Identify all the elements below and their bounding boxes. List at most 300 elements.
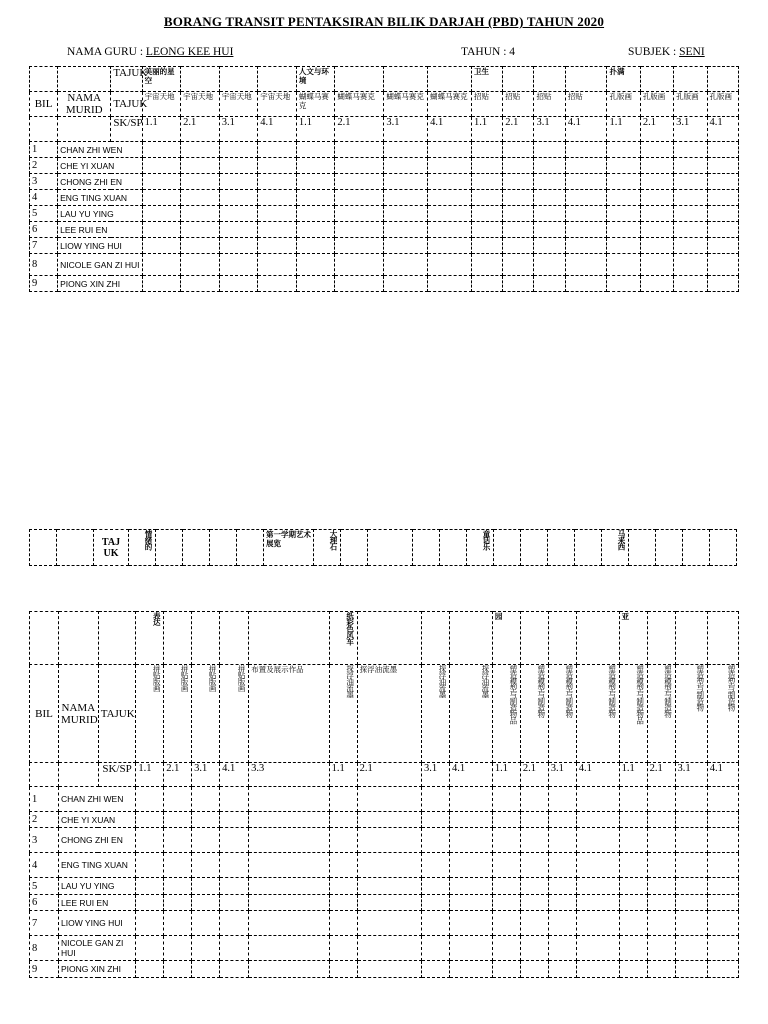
score-cell[interactable] xyxy=(520,787,548,812)
score-cell[interactable] xyxy=(619,961,647,978)
score-cell[interactable] xyxy=(707,254,738,276)
score-cell[interactable] xyxy=(136,812,164,828)
score-cell[interactable] xyxy=(335,158,384,174)
score-cell[interactable] xyxy=(674,158,707,174)
score-cell[interactable] xyxy=(384,238,428,254)
score-cell[interactable] xyxy=(422,828,450,853)
score-cell[interactable] xyxy=(576,828,619,853)
score-cell[interactable] xyxy=(503,254,534,276)
score-cell[interactable] xyxy=(220,828,249,853)
score-cell[interactable] xyxy=(181,238,220,254)
score-cell[interactable] xyxy=(335,174,384,190)
score-cell[interactable] xyxy=(707,190,738,206)
score-cell[interactable] xyxy=(607,206,640,222)
score-cell[interactable] xyxy=(220,853,249,878)
score-cell[interactable] xyxy=(707,276,738,292)
score-cell[interactable] xyxy=(449,787,492,812)
score-cell[interactable] xyxy=(422,787,450,812)
score-cell[interactable] xyxy=(503,222,534,238)
bil-cell: 9 xyxy=(30,276,58,292)
score-cell[interactable] xyxy=(164,936,192,961)
score-cell[interactable] xyxy=(548,911,576,936)
score-cell[interactable] xyxy=(181,142,220,158)
score-cell[interactable] xyxy=(492,828,520,853)
score-cell[interactable] xyxy=(449,812,492,828)
student-name: CHAN ZHI WEN xyxy=(59,787,136,812)
score-cell[interactable] xyxy=(181,222,220,238)
score-cell[interactable] xyxy=(449,961,492,978)
score-cell[interactable] xyxy=(136,878,164,895)
score-cell[interactable] xyxy=(249,787,330,812)
score-cell[interactable] xyxy=(219,190,258,206)
score-cell[interactable] xyxy=(707,961,738,978)
score-cell[interactable] xyxy=(296,190,335,206)
score-cell[interactable] xyxy=(296,158,335,174)
score-cell[interactable] xyxy=(219,238,258,254)
score-cell[interactable] xyxy=(164,812,192,828)
score-cell[interactable] xyxy=(164,787,192,812)
score-cell[interactable] xyxy=(164,853,192,878)
score-cell[interactable] xyxy=(219,254,258,276)
score-cell[interactable] xyxy=(296,222,335,238)
score-cell[interactable] xyxy=(335,142,384,158)
score-cell[interactable] xyxy=(219,158,258,174)
score-cell[interactable] xyxy=(520,812,548,828)
score-cell[interactable] xyxy=(534,142,565,158)
score-cell[interactable] xyxy=(329,828,357,853)
score-cell[interactable] xyxy=(548,812,576,828)
score-cell[interactable] xyxy=(640,238,673,254)
score-cell[interactable] xyxy=(640,142,673,158)
score-cell[interactable] xyxy=(674,190,707,206)
score-cell[interactable] xyxy=(647,853,675,878)
score-cell[interactable] xyxy=(428,276,472,292)
score-cell[interactable] xyxy=(576,853,619,878)
score-cell[interactable] xyxy=(449,853,492,878)
score-cell[interactable] xyxy=(565,222,607,238)
score-cell[interactable] xyxy=(503,190,534,206)
score-cell[interactable] xyxy=(520,895,548,911)
score-cell[interactable] xyxy=(220,911,249,936)
score-cell[interactable] xyxy=(422,911,450,936)
score-cell[interactable] xyxy=(548,895,576,911)
score-cell[interactable] xyxy=(142,174,181,190)
score-cell[interactable] xyxy=(329,812,357,828)
score-cell[interactable] xyxy=(164,961,192,978)
score-cell[interactable] xyxy=(329,895,357,911)
score-cell[interactable] xyxy=(220,961,249,978)
score-cell[interactable] xyxy=(576,787,619,812)
score-cell[interactable] xyxy=(335,254,384,276)
score-cell[interactable] xyxy=(357,787,421,812)
score-cell[interactable] xyxy=(607,222,640,238)
score-cell[interactable] xyxy=(249,812,330,828)
score-cell[interactable] xyxy=(707,158,738,174)
score-cell[interactable] xyxy=(707,787,738,812)
score-cell[interactable] xyxy=(548,878,576,895)
tajuk-label: TAJUK xyxy=(98,665,136,763)
score-cell[interactable] xyxy=(384,276,428,292)
score-cell[interactable] xyxy=(565,158,607,174)
score-cell[interactable] xyxy=(142,142,181,158)
score-cell[interactable] xyxy=(249,911,330,936)
score-cell[interactable] xyxy=(164,895,192,911)
score-cell[interactable] xyxy=(674,238,707,254)
score-cell[interactable] xyxy=(357,936,421,961)
score-cell[interactable] xyxy=(607,238,640,254)
score-cell[interactable] xyxy=(534,190,565,206)
score-cell[interactable] xyxy=(619,911,647,936)
score-cell[interactable] xyxy=(296,276,335,292)
score-cell[interactable] xyxy=(181,276,220,292)
score-cell[interactable] xyxy=(675,961,707,978)
score-cell[interactable] xyxy=(449,911,492,936)
score-cell[interactable] xyxy=(258,174,297,190)
score-cell[interactable] xyxy=(164,828,192,853)
score-cell[interactable] xyxy=(428,190,472,206)
score-cell[interactable] xyxy=(607,190,640,206)
score-cell[interactable] xyxy=(565,276,607,292)
score-cell[interactable] xyxy=(219,142,258,158)
score-cell[interactable] xyxy=(534,238,565,254)
score-cell[interactable] xyxy=(422,878,450,895)
score-cell[interactable] xyxy=(181,254,220,276)
score-cell[interactable] xyxy=(428,158,472,174)
score-cell[interactable] xyxy=(428,206,472,222)
score-cell[interactable] xyxy=(675,878,707,895)
score-cell[interactable] xyxy=(565,190,607,206)
score-cell[interactable] xyxy=(296,254,335,276)
score-cell[interactable] xyxy=(707,222,738,238)
score-cell[interactable] xyxy=(384,174,428,190)
score-cell[interactable] xyxy=(249,936,330,961)
score-cell[interactable] xyxy=(357,853,421,878)
score-cell[interactable] xyxy=(422,895,450,911)
score-cell[interactable] xyxy=(548,787,576,812)
score-cell[interactable] xyxy=(607,158,640,174)
score-cell[interactable] xyxy=(492,812,520,828)
score-cell[interactable] xyxy=(640,254,673,276)
score-cell[interactable] xyxy=(534,158,565,174)
score-cell[interactable] xyxy=(492,787,520,812)
score-cell[interactable] xyxy=(534,174,565,190)
score-cell[interactable] xyxy=(422,853,450,878)
score-cell[interactable] xyxy=(329,911,357,936)
score-cell[interactable] xyxy=(249,878,330,895)
score-cell[interactable] xyxy=(548,853,576,878)
score-cell[interactable] xyxy=(296,238,335,254)
score-cell[interactable] xyxy=(258,254,297,276)
score-cell[interactable] xyxy=(384,142,428,158)
score-cell[interactable] xyxy=(492,961,520,978)
score-cell[interactable] xyxy=(492,911,520,936)
score-cell[interactable] xyxy=(258,206,297,222)
score-cell[interactable] xyxy=(640,222,673,238)
score-cell[interactable] xyxy=(471,190,502,206)
score-cell[interactable] xyxy=(619,828,647,853)
score-cell[interactable] xyxy=(192,961,220,978)
score-cell[interactable] xyxy=(192,787,220,812)
score-cell[interactable] xyxy=(520,911,548,936)
score-cell[interactable] xyxy=(335,222,384,238)
score-cell[interactable] xyxy=(640,158,673,174)
score-cell[interactable] xyxy=(492,853,520,878)
score-cell[interactable] xyxy=(565,174,607,190)
score-cell[interactable] xyxy=(619,812,647,828)
score-cell[interactable] xyxy=(534,276,565,292)
score-cell[interactable] xyxy=(329,961,357,978)
score-cell[interactable] xyxy=(249,853,330,878)
score-cell[interactable] xyxy=(675,812,707,828)
score-cell[interactable] xyxy=(548,828,576,853)
score-cell[interactable] xyxy=(707,911,738,936)
score-cell[interactable] xyxy=(422,812,450,828)
score-cell[interactable] xyxy=(674,174,707,190)
score-cell[interactable] xyxy=(647,961,675,978)
score-cell[interactable] xyxy=(471,238,502,254)
score-cell[interactable] xyxy=(471,254,502,276)
score-cell[interactable] xyxy=(674,276,707,292)
score-cell[interactable] xyxy=(384,206,428,222)
score-cell[interactable] xyxy=(357,911,421,936)
score-cell[interactable] xyxy=(142,276,181,292)
score-cell[interactable] xyxy=(503,158,534,174)
score-cell[interactable] xyxy=(296,142,335,158)
score-cell[interactable] xyxy=(136,828,164,853)
score-cell[interactable] xyxy=(576,878,619,895)
score-cell[interactable] xyxy=(422,961,450,978)
score-cell[interactable] xyxy=(565,254,607,276)
score-cell[interactable] xyxy=(565,238,607,254)
score-cell[interactable] xyxy=(576,936,619,961)
score-cell[interactable] xyxy=(220,936,249,961)
score-cell[interactable] xyxy=(675,911,707,936)
score-cell[interactable] xyxy=(449,878,492,895)
score-cell[interactable] xyxy=(142,190,181,206)
score-cell[interactable] xyxy=(192,911,220,936)
score-cell[interactable] xyxy=(192,853,220,878)
score-cell[interactable] xyxy=(707,238,738,254)
score-cell[interactable] xyxy=(548,936,576,961)
score-cell[interactable] xyxy=(258,142,297,158)
score-cell[interactable] xyxy=(647,911,675,936)
score-cell[interactable] xyxy=(707,142,738,158)
score-cell[interactable] xyxy=(384,222,428,238)
score-cell[interactable] xyxy=(329,853,357,878)
score-cell[interactable] xyxy=(136,895,164,911)
score-cell[interactable] xyxy=(565,142,607,158)
score-cell[interactable] xyxy=(220,895,249,911)
score-cell[interactable] xyxy=(471,222,502,238)
score-cell[interactable] xyxy=(503,174,534,190)
score-cell[interactable] xyxy=(335,190,384,206)
score-cell[interactable] xyxy=(181,190,220,206)
score-cell[interactable] xyxy=(640,206,673,222)
score-cell[interactable] xyxy=(142,238,181,254)
score-cell[interactable] xyxy=(428,254,472,276)
score-cell[interactable] xyxy=(449,895,492,911)
score-cell[interactable] xyxy=(471,206,502,222)
score-cell[interactable] xyxy=(534,206,565,222)
score-cell[interactable] xyxy=(520,853,548,878)
score-cell[interactable] xyxy=(471,174,502,190)
score-cell[interactable] xyxy=(329,787,357,812)
score-cell[interactable] xyxy=(219,222,258,238)
score-cell[interactable] xyxy=(164,911,192,936)
score-cell[interactable] xyxy=(136,936,164,961)
score-cell[interactable] xyxy=(534,222,565,238)
score-cell[interactable] xyxy=(640,276,673,292)
score-cell[interactable] xyxy=(136,853,164,878)
score-cell[interactable] xyxy=(647,878,675,895)
score-cell[interactable] xyxy=(503,276,534,292)
score-cell[interactable] xyxy=(136,787,164,812)
score-cell[interactable] xyxy=(707,812,738,828)
score-cell[interactable] xyxy=(249,895,330,911)
score-cell[interactable] xyxy=(492,936,520,961)
score-cell[interactable] xyxy=(181,206,220,222)
score-cell[interactable] xyxy=(335,206,384,222)
score-cell[interactable] xyxy=(219,276,258,292)
score-cell[interactable] xyxy=(619,853,647,878)
score-cell[interactable] xyxy=(647,787,675,812)
score-cell[interactable] xyxy=(674,206,707,222)
score-cell[interactable] xyxy=(219,206,258,222)
score-cell[interactable] xyxy=(258,276,297,292)
score-cell[interactable] xyxy=(384,254,428,276)
score-cell[interactable] xyxy=(707,206,738,222)
score-cell[interactable] xyxy=(607,174,640,190)
score-cell[interactable] xyxy=(181,174,220,190)
score-cell[interactable] xyxy=(136,911,164,936)
score-cell[interactable] xyxy=(471,142,502,158)
score-cell[interactable] xyxy=(192,895,220,911)
score-cell[interactable] xyxy=(258,222,297,238)
score-cell[interactable] xyxy=(428,174,472,190)
score-cell[interactable] xyxy=(220,787,249,812)
score-cell[interactable] xyxy=(647,828,675,853)
score-cell[interactable] xyxy=(675,853,707,878)
score-cell[interactable] xyxy=(220,812,249,828)
score-cell[interactable] xyxy=(142,206,181,222)
score-cell[interactable] xyxy=(384,158,428,174)
score-cell[interactable] xyxy=(607,254,640,276)
score-cell[interactable] xyxy=(520,936,548,961)
score-cell[interactable] xyxy=(647,812,675,828)
score-cell[interactable] xyxy=(422,936,450,961)
score-cell[interactable] xyxy=(449,936,492,961)
score-cell[interactable] xyxy=(258,190,297,206)
score-cell[interactable] xyxy=(192,828,220,853)
score-cell[interactable] xyxy=(296,206,335,222)
score-cell[interactable] xyxy=(565,206,607,222)
score-cell[interactable] xyxy=(335,276,384,292)
score-cell[interactable] xyxy=(647,936,675,961)
score-cell[interactable] xyxy=(619,787,647,812)
score-cell[interactable] xyxy=(471,276,502,292)
score-cell[interactable] xyxy=(520,828,548,853)
score-cell[interactable] xyxy=(357,812,421,828)
score-cell[interactable] xyxy=(492,878,520,895)
score-cell[interactable] xyxy=(675,787,707,812)
score-cell[interactable] xyxy=(503,238,534,254)
score-cell[interactable] xyxy=(640,190,673,206)
score-cell[interactable] xyxy=(258,158,297,174)
score-cell[interactable] xyxy=(357,878,421,895)
score-cell[interactable] xyxy=(329,936,357,961)
score-cell[interactable] xyxy=(428,222,472,238)
score-cell[interactable] xyxy=(707,936,738,961)
score-cell[interactable] xyxy=(707,895,738,911)
score-cell[interactable] xyxy=(296,174,335,190)
score-cell[interactable] xyxy=(220,878,249,895)
score-cell[interactable] xyxy=(164,878,192,895)
score-cell[interactable] xyxy=(357,828,421,853)
score-cell[interactable] xyxy=(607,276,640,292)
score-cell[interactable] xyxy=(619,895,647,911)
score-cell[interactable] xyxy=(192,812,220,828)
score-cell[interactable] xyxy=(576,961,619,978)
score-cell[interactable] xyxy=(335,238,384,254)
score-cell[interactable] xyxy=(329,878,357,895)
score-cell[interactable] xyxy=(258,238,297,254)
score-cell[interactable] xyxy=(707,174,738,190)
score-cell[interactable] xyxy=(607,142,640,158)
score-cell[interactable] xyxy=(428,238,472,254)
score-cell[interactable] xyxy=(576,812,619,828)
score-cell[interactable] xyxy=(675,895,707,911)
score-cell[interactable] xyxy=(471,158,502,174)
score-cell[interactable] xyxy=(675,936,707,961)
score-cell[interactable] xyxy=(219,174,258,190)
score-cell[interactable] xyxy=(619,936,647,961)
score-cell[interactable] xyxy=(136,961,164,978)
score-cell[interactable] xyxy=(249,961,330,978)
score-cell[interactable] xyxy=(192,878,220,895)
score-cell[interactable] xyxy=(520,961,548,978)
score-cell[interactable] xyxy=(675,828,707,853)
score-cell[interactable] xyxy=(674,142,707,158)
score-cell[interactable] xyxy=(249,828,330,853)
score-cell[interactable] xyxy=(357,961,421,978)
score-cell[interactable] xyxy=(357,895,421,911)
score-cell[interactable] xyxy=(576,895,619,911)
score-cell[interactable] xyxy=(142,158,181,174)
score-cell[interactable] xyxy=(534,254,565,276)
score-cell[interactable] xyxy=(520,878,548,895)
score-cell[interactable] xyxy=(492,895,520,911)
score-cell[interactable] xyxy=(548,961,576,978)
score-cell[interactable] xyxy=(428,142,472,158)
score-cell[interactable] xyxy=(707,828,738,853)
score-cell[interactable] xyxy=(647,895,675,911)
score-cell[interactable] xyxy=(503,142,534,158)
score-cell[interactable] xyxy=(674,222,707,238)
score-cell[interactable] xyxy=(503,206,534,222)
score-cell[interactable] xyxy=(192,936,220,961)
score-cell[interactable] xyxy=(142,254,181,276)
score-cell[interactable] xyxy=(707,853,738,878)
score-cell[interactable] xyxy=(449,828,492,853)
score-cell[interactable] xyxy=(674,254,707,276)
score-cell[interactable] xyxy=(640,174,673,190)
score-cell[interactable] xyxy=(707,878,738,895)
score-cell[interactable] xyxy=(384,190,428,206)
score-cell[interactable] xyxy=(576,911,619,936)
score-cell[interactable] xyxy=(181,158,220,174)
score-cell[interactable] xyxy=(142,222,181,238)
score-cell[interactable] xyxy=(619,878,647,895)
